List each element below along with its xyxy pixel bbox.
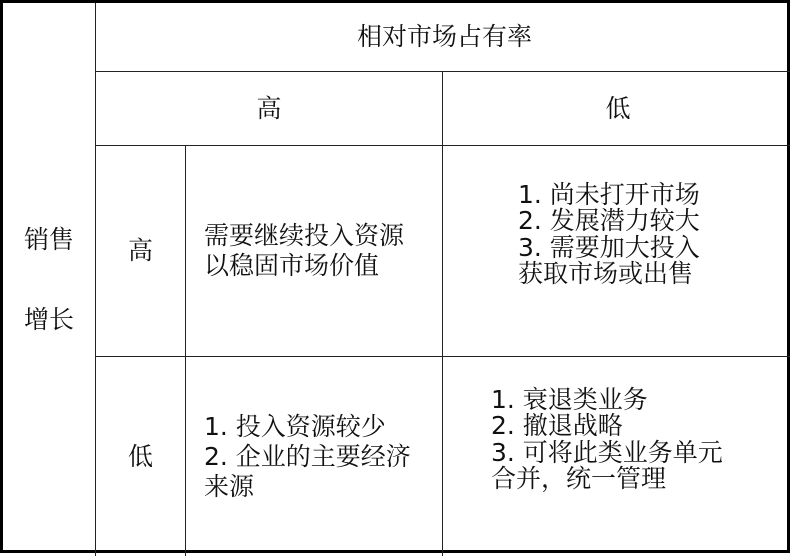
row-axis-label-line1: 销售 [23,224,74,254]
row-header-low [95,356,185,556]
cell-text-line: 来源 [204,471,255,501]
cell-text-line: 合并，统一管理 [491,463,667,493]
column-axis-label: 相对市场占有率 [356,22,532,51]
cell-text-line: 2. 撤退战略 [491,411,623,441]
row-axis-label-line2: 增长 [23,304,74,334]
column-header-low [442,71,790,145]
cell-text-line: 获取市场或出售 [518,258,694,288]
cell-text-line: 3. 需要加大投入 [518,232,700,262]
cell-high-growth-low-share [442,145,790,356]
cell-low-growth-high-share [185,356,442,556]
cell-text-line: 1. 衰退类业务 [491,385,648,414]
row-header-low-label: 低 [127,441,153,471]
row-header-high [95,145,185,356]
column-axis-header [95,3,790,71]
column-header-low-label: 低 [605,93,631,123]
column-header-high [95,71,442,145]
cell-text-line: 2. 发展潜力较大 [518,206,700,236]
column-header-high-label: 高 [256,93,282,123]
cell-text-line: 1. 尚未打开市场 [518,180,700,209]
cell-text-line: 1. 投入资源较少 [204,411,386,441]
cell-text-line: 需要继续投入资源 [204,221,405,250]
row-axis-header [3,3,95,556]
cell-text-line: 以稳固市场价值 [204,251,380,280]
cell-text-line: 3. 可将此类业务单元 [491,437,723,467]
cell-low-growth-low-share [442,356,790,556]
row-header-high-label: 高 [127,236,153,265]
cell-text-line: 2. 企业的主要经济 [204,441,411,471]
cell-high-growth-high-share [185,145,442,356]
